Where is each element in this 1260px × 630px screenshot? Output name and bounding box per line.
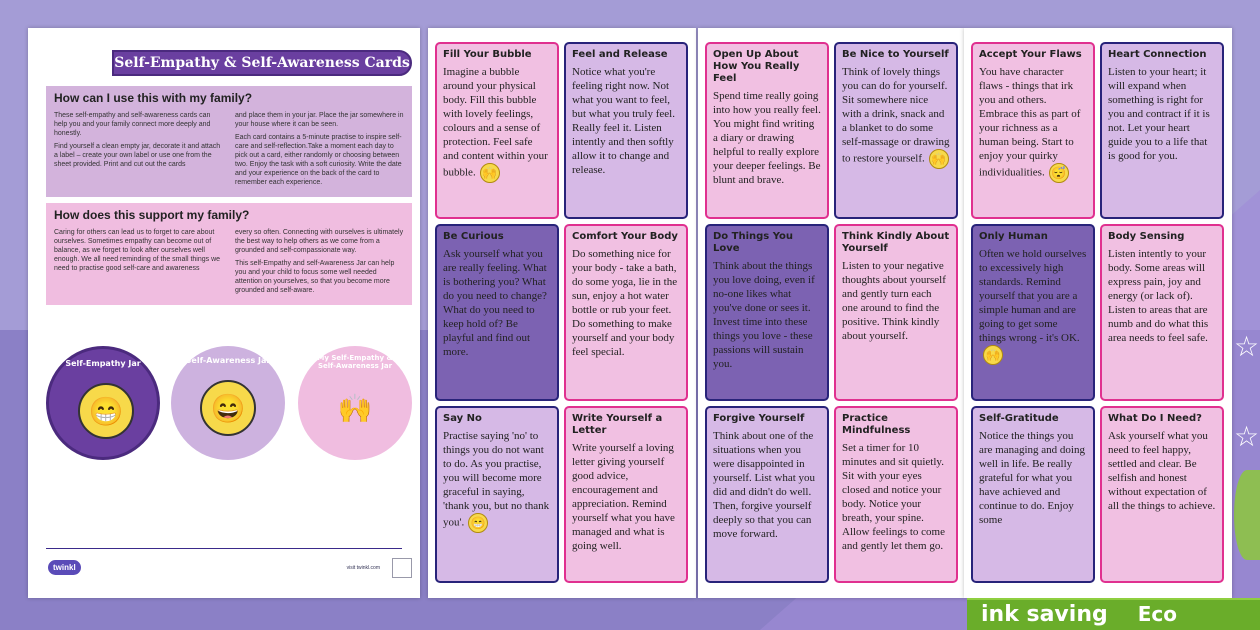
card bbox=[834, 406, 958, 583]
eco-badge bbox=[967, 598, 1260, 630]
info-sections bbox=[46, 86, 412, 305]
card-text-body: Think about one of the situations when you were disappointed in yourself. List what you did and didn't do well. Then, forgive yourself deeply so that you can move forward. bbox=[713, 430, 816, 540]
card-text-body: Set a timer for 10 minutes and sit quietly. Sit with your eyes closed and notice your body. Notice your breath, your spine. Allow feelings to come and gently let them go. bbox=[842, 442, 945, 552]
card-title: Open Up About How You Really Feel bbox=[713, 49, 800, 84]
card-title: Accept Your Flaws bbox=[979, 49, 1082, 60]
card-text bbox=[1108, 429, 1216, 513]
card-title: Comfort Your Body bbox=[572, 231, 678, 242]
card-text-body: Do something nice for your body - take a bath, do some yoga, lie in the sun, enjoy a hot water bottle or rub your feet. Do something to make yourself and your body feel special. bbox=[572, 248, 678, 358]
star-icon: ☆ bbox=[1234, 331, 1260, 362]
card bbox=[971, 42, 1095, 219]
ink-drop-icon bbox=[1234, 470, 1260, 560]
card bbox=[971, 224, 1095, 401]
star-icon: ☆ bbox=[1234, 421, 1260, 452]
hands-up-smiley-icon: 🙌 bbox=[337, 392, 373, 424]
card-text-body: Think about the things you love doing, even if no-one likes what you've done or sees it. Invest time into these things you love - these passions will sustain you. bbox=[713, 260, 815, 370]
card-text-body: Listen intently to your body. Some areas will express pain, joy and energy (or lack of). Listen to areas that are numb and do what this area needs to feel safe. bbox=[1108, 248, 1209, 344]
info-page bbox=[28, 28, 420, 598]
quality-badge-icon bbox=[392, 558, 412, 578]
card-title: Think Kindly About Yourself bbox=[842, 231, 950, 254]
card-text-body: Listen to your negative thoughts about yourself and gently turn each one around to find the positive. Think kindly about yourself. bbox=[842, 260, 946, 342]
jar-label-combined bbox=[298, 346, 412, 460]
card-text bbox=[979, 247, 1087, 365]
card bbox=[564, 224, 688, 401]
card-text-body: Write yourself a loving letter giving yourself good advice, encouragement and appreciation. Remind yourself what you have managed and what is going well. bbox=[572, 442, 675, 552]
smiley-icon: 😴 bbox=[1049, 163, 1069, 183]
card-text bbox=[1108, 247, 1216, 345]
card bbox=[1100, 406, 1224, 583]
card-title: Be Curious bbox=[443, 231, 504, 242]
card bbox=[564, 42, 688, 219]
card bbox=[435, 406, 559, 583]
card bbox=[834, 224, 958, 401]
smiley-icon: 😁 bbox=[468, 513, 488, 533]
jar-label-self-awareness bbox=[171, 346, 285, 460]
card-title: Write Yourself a Letter bbox=[572, 413, 663, 436]
card-text-body: Notice the things you are managing and doing well in life. Be really grateful for what you have achieved and continue to do. Enjoy some bbox=[979, 430, 1085, 526]
card bbox=[971, 406, 1095, 583]
card-title: Heart Connection bbox=[1108, 49, 1207, 60]
card-text bbox=[572, 65, 680, 177]
card bbox=[1100, 224, 1224, 401]
card-text-body: You have character flaws - things that irk you and others. Embrace this as part of your richness as a human being. Start to enjoy your quirky individualities. bbox=[979, 66, 1081, 179]
cards-page-2 bbox=[698, 28, 964, 598]
card-text bbox=[713, 429, 821, 541]
card-text bbox=[979, 65, 1087, 183]
jar-label-text: My Self-Empathy & Self-Awareness Jar bbox=[317, 354, 393, 370]
jar-label-text: Self-Awareness Jar bbox=[185, 356, 271, 365]
card-text bbox=[842, 441, 950, 553]
card-text bbox=[443, 247, 551, 359]
card-title: Only Human bbox=[979, 231, 1048, 242]
support-text: This self-Empathy and self-Awareness Jar can help you and your child to focus some well needed attention on yourselves, so that you become more grounded and self-aware. bbox=[235, 260, 395, 294]
card-text bbox=[572, 247, 680, 359]
card bbox=[705, 406, 829, 583]
support-heading: How does this support my family? bbox=[54, 208, 250, 222]
card-title: Self-Gratitude bbox=[979, 413, 1059, 424]
smiley-icon: 😄 bbox=[200, 380, 256, 436]
card bbox=[705, 42, 829, 219]
card-text bbox=[713, 89, 821, 187]
usage-text: Find yourself a clean empty jar, decorate it and attach a label – create your own label or use one from the sheet provided. Print and cut out the cards bbox=[54, 143, 221, 168]
support-text: Caring for others can lead us to forget to care about ourselves. Sometimes empathy can become out of balance, as we forget to look after ourselves well enough. We all need reminding of the small things we need to practise good self-care and awareness bbox=[54, 229, 221, 272]
cards-page-3 bbox=[964, 28, 1232, 598]
card-title: Feel and Release bbox=[572, 49, 668, 60]
card-title: Body Sensing bbox=[1108, 231, 1185, 242]
eco-tag: Eco bbox=[1137, 602, 1177, 626]
twinkl-logo: twinkl bbox=[48, 560, 81, 575]
card-text-body: Notice what you're feeling right now. Not what you want to feel, but what you truly feel. Really feel it. Listen intently and then softly allow it to change and release. bbox=[572, 66, 675, 176]
card bbox=[564, 406, 688, 583]
smiley-icon: 🙌 bbox=[480, 163, 500, 183]
card-title: Fill Your Bubble bbox=[443, 49, 532, 60]
card-text-body: Often we hold ourselves to excessively high standards. Remind yourself that you are a simple human and are going to get some things wrong - it's OK. bbox=[979, 248, 1087, 344]
footer-divider bbox=[46, 548, 402, 549]
card-text-body: Listen to your heart; it will expand when something is right for you and contract if it is not. Let your heart guide you to a life that is good for you. bbox=[1108, 66, 1210, 162]
card-text bbox=[443, 65, 551, 183]
card-text-body: Think of lovely things you can do for yourself. Sit somewhere nice with a drink, snack and a blanket to do some self-massage or drawing to restore yourself. bbox=[842, 66, 950, 165]
card bbox=[435, 42, 559, 219]
card bbox=[834, 42, 958, 219]
usage-text: These self-empathy and self-awareness cards can help you and your family connect more deeply and honestly. bbox=[54, 112, 211, 137]
usage-section bbox=[46, 86, 412, 197]
smiley-icon: 🙌 bbox=[983, 345, 1003, 365]
support-text: every so often. Connecting with ourselves is ultimately the best way to help others as we come from a grounded and self-compassionate way. bbox=[235, 229, 404, 254]
card-text-body: Ask yourself what you are really feeling. What is bothering you? What do you need to change? What do you need to keep hold of? Be playful and find out more. bbox=[443, 248, 547, 358]
card bbox=[435, 224, 559, 401]
support-section bbox=[46, 203, 412, 305]
card-text bbox=[572, 441, 680, 553]
page-title: Self-Empathy & Self-Awareness Cards bbox=[112, 50, 412, 76]
card-text bbox=[713, 259, 821, 371]
card bbox=[1100, 42, 1224, 219]
card-text bbox=[842, 259, 950, 343]
jar-label-self-empathy bbox=[46, 346, 160, 460]
card-text bbox=[1108, 65, 1216, 163]
card-text bbox=[842, 65, 950, 169]
card-title: Be Nice to Yourself bbox=[842, 49, 949, 60]
card-title: Do Things You Love bbox=[713, 231, 794, 254]
card-text-body: Ask yourself what you need to feel happy, settled and clear. Be selfish and honest without expectation of all the things to achieve. bbox=[1108, 430, 1216, 512]
usage-text: and place them in your jar. Place the jar somewhere in your house where it can be seen. bbox=[235, 112, 404, 128]
card-title: Forgive Yourself bbox=[713, 413, 805, 424]
smiley-icon: 😁 bbox=[78, 383, 134, 439]
card-title: What Do I Need? bbox=[1108, 413, 1202, 424]
card-text-body: Spend time really going into how you really feel. You might find writing a diary or drawing helpful to really explore your deeper feelings. Be blunt and brave. bbox=[713, 90, 821, 186]
card bbox=[705, 224, 829, 401]
card-text bbox=[979, 429, 1087, 527]
usage-heading: How can I use this with my family? bbox=[54, 91, 253, 105]
smiley-icon: 🙌 bbox=[929, 149, 949, 169]
jar-label-text: Self-Empathy Jar bbox=[65, 359, 141, 368]
card-title: Practice Mindfulness bbox=[842, 413, 911, 436]
card-title: Say No bbox=[443, 413, 482, 424]
footer-url: visit twinkl.com bbox=[346, 565, 380, 571]
usage-text: Each card contains a 5-minute practise to inspire self-care and self-reflection.Take a moment each day to pick out a card, either randomly or choosing between two. Enjoy the task with a soft curiosity. Write the date and your experience on the back of the card to remember each experience. bbox=[235, 134, 402, 186]
card-text bbox=[443, 429, 551, 533]
eco-label: ink saving bbox=[981, 602, 1108, 627]
cards-page-1 bbox=[428, 28, 696, 598]
card-text-body: Practise saying 'no' to things you do not want to do. As you practise, you will become more graceful in saying, 'thank you, but no thank you'. bbox=[443, 430, 550, 529]
card-text-body: Imagine a bubble around your physical body. Fill this bubble with lovely feelings, colours and a sense of protection. Feel safe and content within your bubble. bbox=[443, 66, 548, 179]
